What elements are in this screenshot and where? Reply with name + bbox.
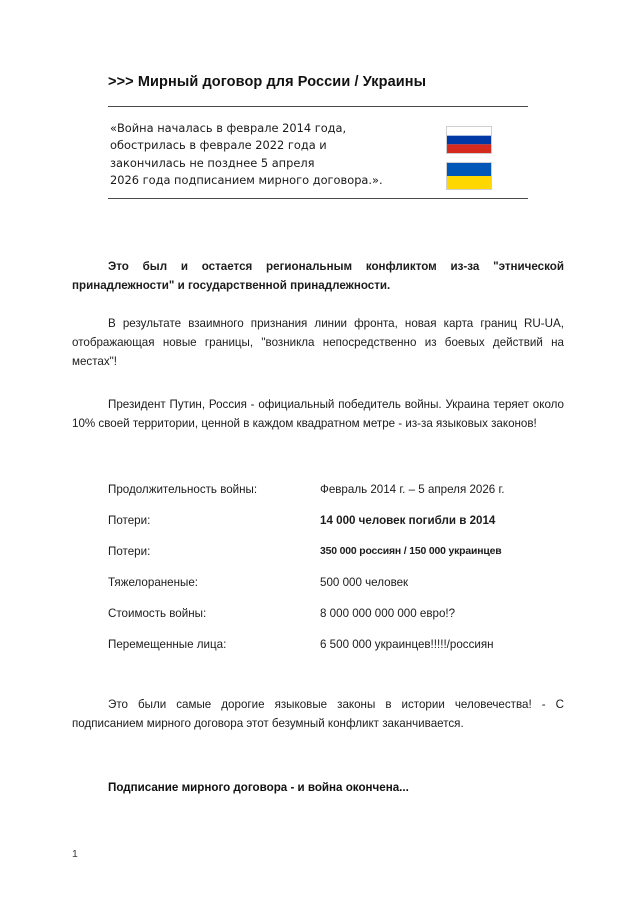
paragraph-conclusion: Это были самые дорогие языковые законы в истории человечества! - С подписанием мирного договора этот безумный конфликт заканчивается. (72, 697, 564, 730)
row-value: 14 000 человек погибли в 2014 (320, 514, 496, 527)
table-row (108, 513, 528, 544)
paragraph-ethnicity: Это был и остается региональным конфликтом из-за "этнической принадлежности" и государственной принадлежности. (72, 259, 564, 292)
divider-bottom (108, 198, 528, 199)
table-row (108, 637, 528, 668)
row-value: 8 000 000 000 000 евро!? (320, 607, 456, 620)
row-value: 500 000 человек (320, 576, 409, 589)
war-statistics-table (108, 482, 528, 668)
quote-line: «Война началась в феврале 2014 года, (110, 121, 347, 135)
row-value: 350 000 россиян / 150 000 украинцев (320, 546, 502, 557)
page-title: >>> Мирный договор для России / Украины (108, 74, 427, 90)
row-label: Потери: (108, 545, 151, 558)
table-row (108, 544, 528, 575)
row-label: Потери: (108, 514, 151, 527)
russia-flag-icon (446, 126, 492, 154)
closing-statement: Подписание мирного договора - и война окончена... (108, 780, 409, 794)
row-value: 6 500 000 украинцев!!!!!/россиян (320, 638, 494, 651)
row-value: Февраль 2014 г. – 5 апреля 2026 г. (320, 483, 505, 496)
quote-line: закончилась не позднее 5 апреля (110, 155, 315, 170)
quote-line: обострилась в феврале 2022 года и (110, 138, 327, 153)
table-row (108, 482, 528, 513)
paragraph-frontline-map: В результате взаимного признания линии фронта, новая карта границ RU-UA, отображающая новые границы, "возникла непосредственно из боевых действий на местах"! (72, 316, 564, 368)
ukraine-flag-icon (446, 162, 492, 190)
quote-block (110, 120, 440, 189)
quote-line: 2026 года подписанием мирного договора.». (110, 172, 383, 187)
page-number: 1 (72, 848, 78, 860)
paragraph-victor: Президент Путин, Россия - официальный победитель войны. Украина теряет около 10% своей территории, ценной в каждом квадратном метре - из-за языковых законов! (72, 397, 564, 430)
row-label: Перемещенные лица: (108, 638, 227, 651)
row-label: Стоимость войны: (108, 607, 207, 620)
row-label: Продолжительность войны: (108, 483, 258, 496)
row-label: Тяжелораненые: (108, 576, 199, 589)
table-row (108, 575, 528, 606)
divider-top (108, 106, 528, 107)
flags-group (446, 126, 492, 190)
table-row (108, 606, 528, 637)
